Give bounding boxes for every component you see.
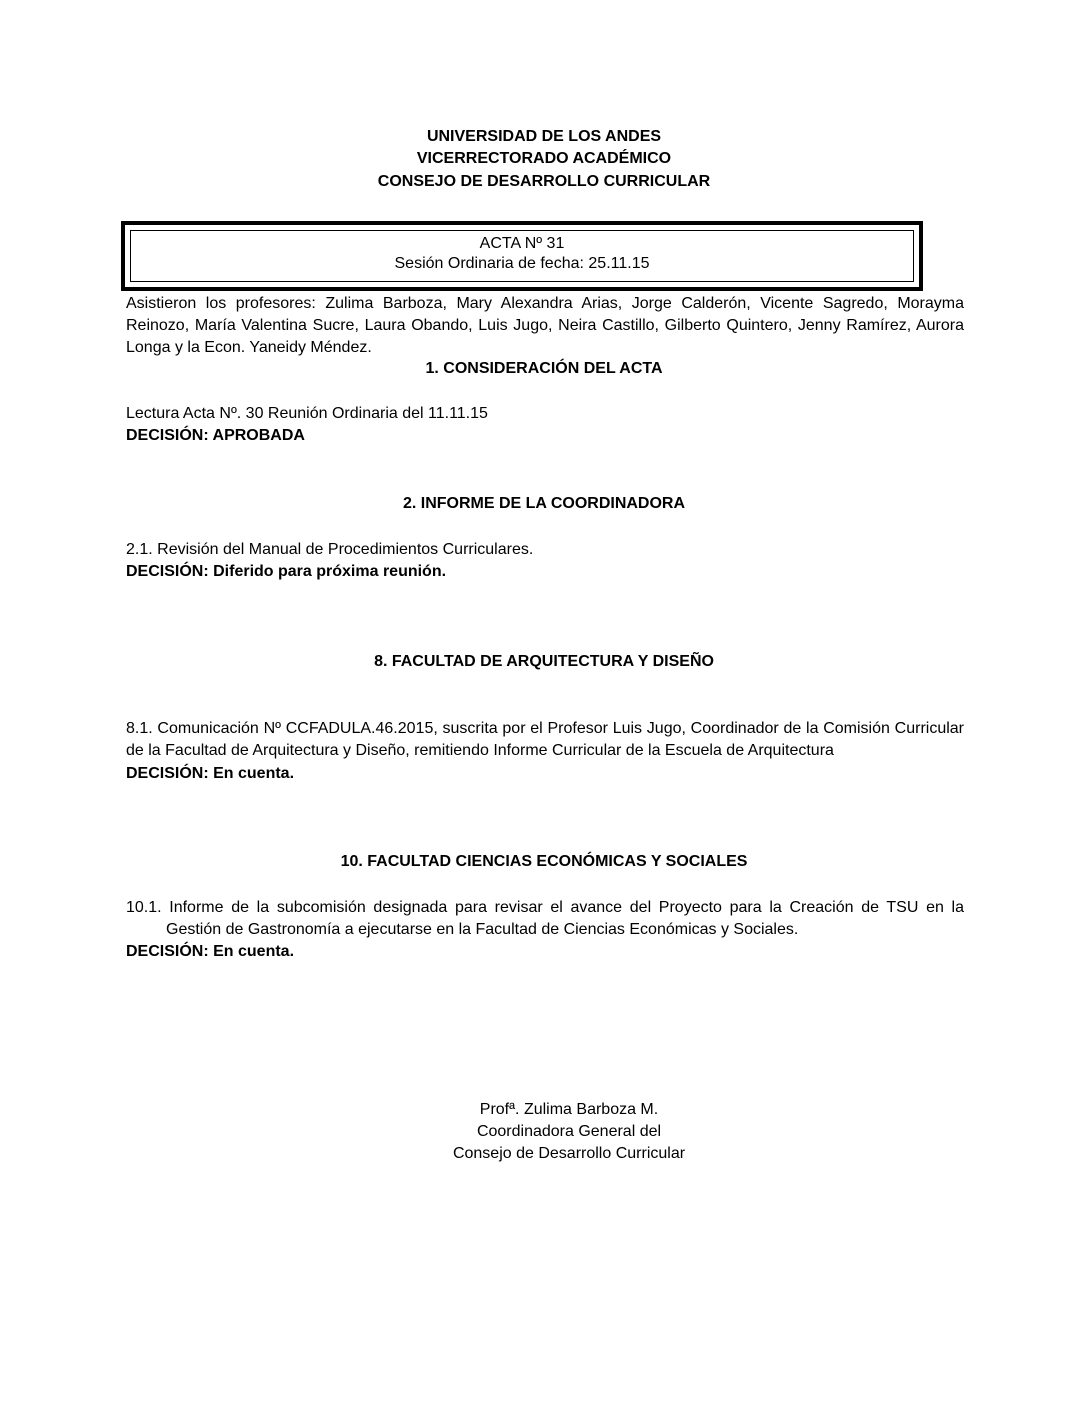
council-name: CONSEJO DE DESARROLLO CURRICULAR [377,173,711,190]
university-name: UNIVERSIDAD DE LOS ANDES [426,128,662,145]
section-1-heading: 1. CONSIDERACIÓN DEL ACTA [425,360,663,377]
acta-box [121,221,923,291]
section-10-item: 10.1. Informe de la subcomisión designada para revisar el avance del Proyecto para la Creación de TSU en la Gestión de Gastronomía a ejecutarse en la Facultad de Ciencias Económicas y Sociales. [126,899,964,938]
session-date: Sesión Ordinaria de fecha: 25.11.15 [394,255,650,272]
section-2-heading: 2. INFORME DE LA COORDINADORA [402,495,686,512]
signature-name: Profª. Zulima Barboza M. [479,1101,659,1118]
section-2-decision: DECISIÓN: Diferido para próxima reunión. [126,563,447,580]
attendees-paragraph: Asistieron los profesores: Zulima Barboza, Mary Alexandra Arias, Jorge Calderón, Vicente Sagredo, Morayma Reinozo, María Valentina Sucre, Laura Obando, Luis Jugo, Neira Castillo, Gilberto Quintero, Jenny Ramírez, Aurora Longa y la Econ. Yaneidy Méndez. [126,295,964,356]
section-10-heading: 10. FACULTAD CIENCIAS ECONÓMICAS Y SOCIALES [340,853,748,870]
section-1-decision: DECISIÓN: APROBADA [126,427,305,444]
signature-role-1: Coordinadora General del [476,1123,662,1140]
acta-number: ACTA Nº 31 [479,235,565,252]
section-8-heading: 8. FACULTAD DE ARQUITECTURA Y DISEÑO [374,653,714,670]
section-8-item: 8.1. Comunicación Nº CCFADULA.46.2015, suscrita por el Profesor Luis Jugo, Coordinador de la Comisión Curricular de la Facultad de Arquitectura y Diseño, remitiendo Informe Curricular de la Escuela de Arquitectura [126,720,964,759]
section-2-item: 2.1. Revisión del Manual de Procedimientos Curriculares. [126,541,534,558]
section-8-decision: DECISIÓN: En cuenta. [126,765,295,782]
section-10-decision: DECISIÓN: En cuenta. [126,943,295,960]
vice-rectorate: VICERRECTORADO ACADÉMICO [416,150,672,167]
signature-role-2: Consejo de Desarrollo Curricular [452,1145,686,1162]
acta-box-inner [130,230,914,282]
section-1-item: Lectura Acta Nº. 30 Reunión Ordinaria del 11.11.15 [126,405,488,422]
